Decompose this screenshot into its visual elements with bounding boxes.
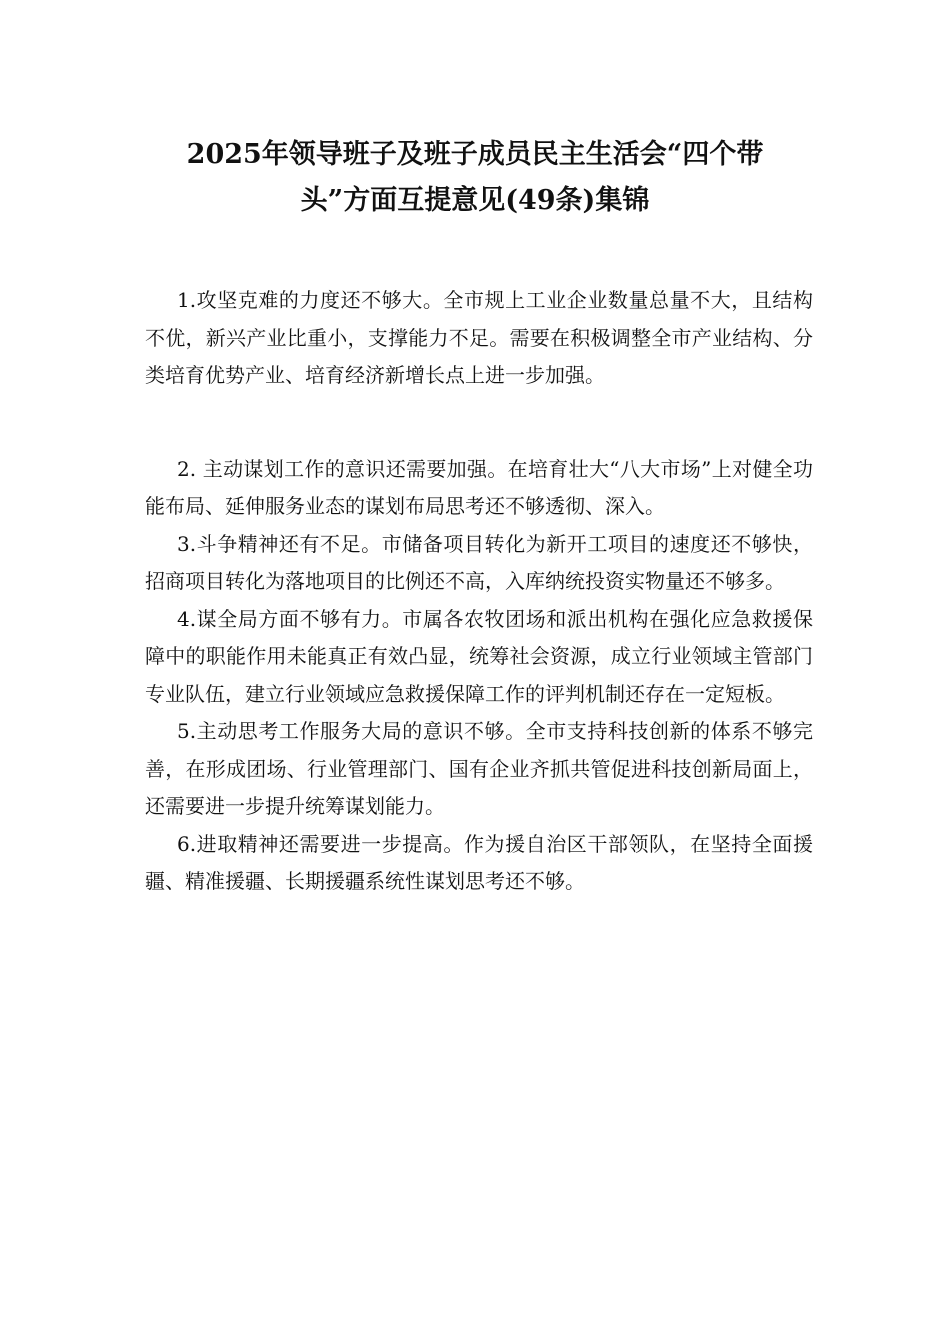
paragraph-5: 5.主动思考工作服务大局的意识不够。全市支持科技创新的体系不够完善，在形成团场、行业管理部门、国有企业齐抓共管促进科技创新局面上，还需要进一步提升统筹谋划能力。: [145, 719, 813, 818]
paragraph-4: 4.谋全局方面不够有力。市属各农牧团场和派出机构在强化应急救援保障中的职能作用未能真正有效凸显，统筹社会资源，成立行业领域主管部门专业队伍，建立行业领域应急救援保障工作的评判机制还存在一定短板。: [145, 606, 813, 706]
document-body: [145, 282, 813, 901]
title-line-2: 头”方面互提意见(49条)集锦: [300, 185, 650, 216]
title-line-1: 2025年领导班子及班子成员民主生活会“四个带: [186, 139, 764, 170]
document-title: [140, 132, 810, 224]
paragraph-6: 6.进取精神还需要进一步提高。作为援自治区干部领队，在坚持全面援疆、精准援疆、长期援疆系统性谋划思考还不够。: [145, 831, 813, 893]
paragraph-1: 1.攻坚克难的力度还不够大。全市规上工业企业数量总量不大，且结构不优，新兴产业比重小，支撑能力不足。需要在积极调整全市产业结构、分类培育优势产业、培育经济新增长点上进一步加强。: [145, 288, 813, 387]
paragraph-2: 2. 主动谋划工作的意识还需要加强。在培育壮大“八大市场”上对健全功能布局、延伸服务业态的谋划布局思考还不够透彻、深入。: [145, 456, 813, 518]
paragraph-3: 3.斗争精神还有不足。市储备项目转化为新开工项目的速度还不够快，招商项目转化为落地项目的比例还不高，入库纳统投资实物量还不够多。: [145, 531, 813, 593]
